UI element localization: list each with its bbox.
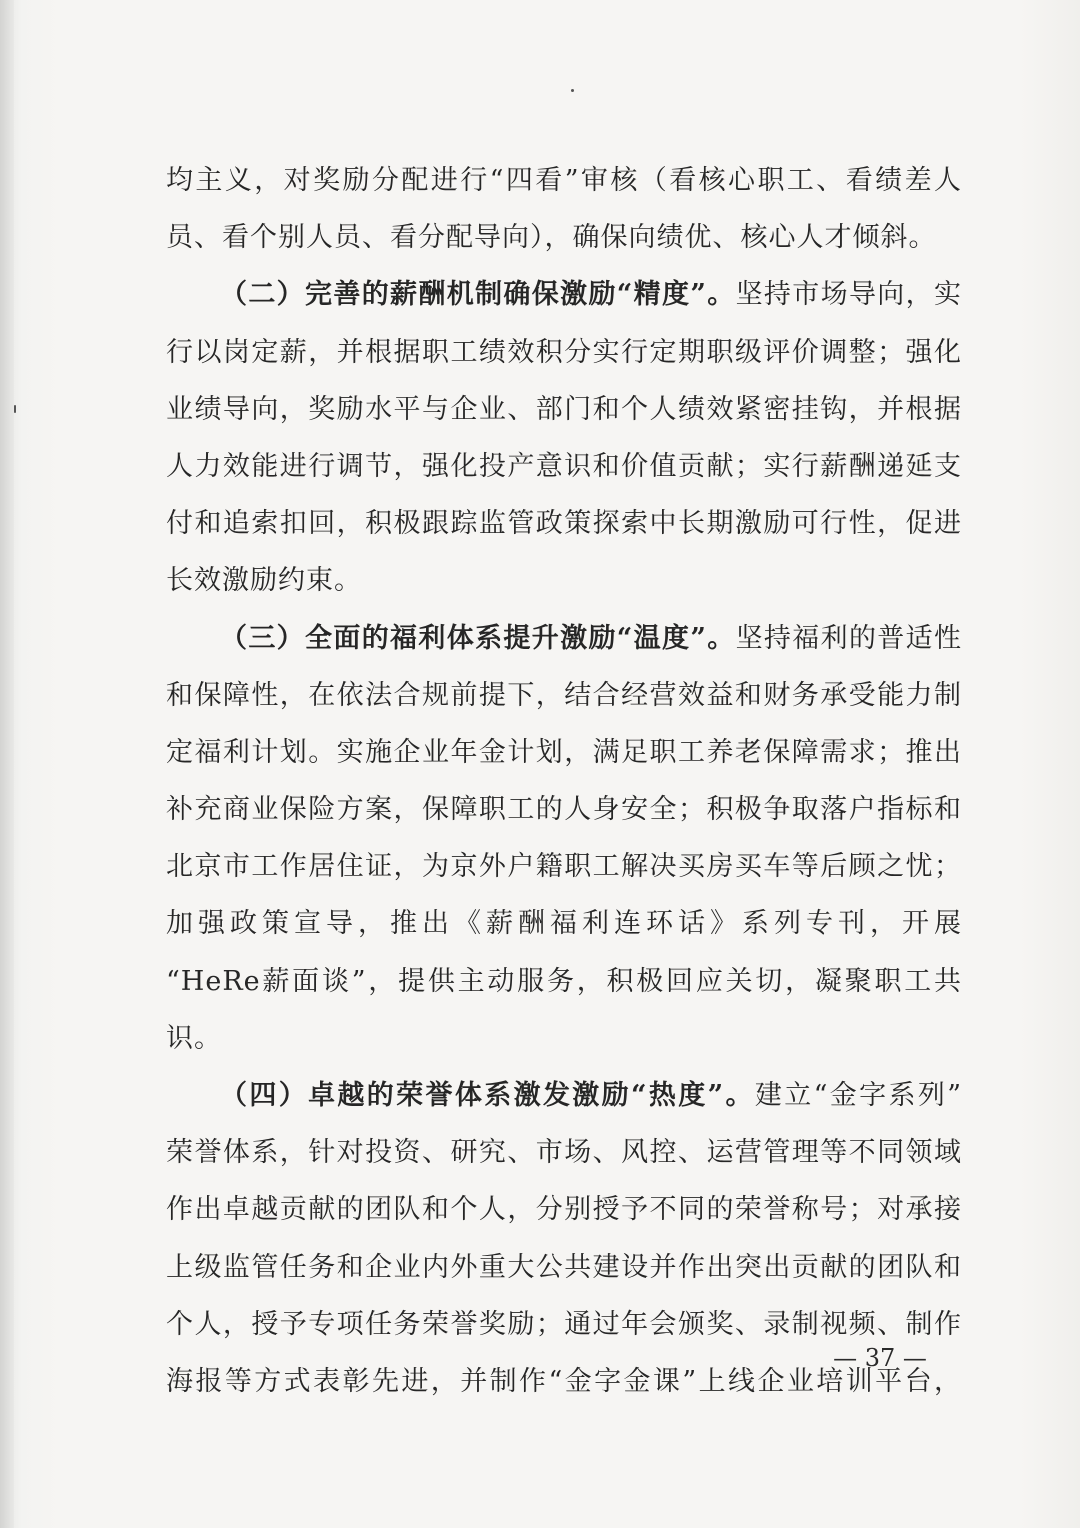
section-heading: （三）全面的福利体系提升激励“温度”。	[220, 622, 736, 654]
text-line: 业绩导向，奖励水平与企业、部门和个人绩效紧密挂钩，并根据	[166, 393, 962, 425]
section-heading-line	[166, 610, 962, 667]
section-heading: （四）卓越的荣誉体系激发激励“热度”。	[220, 1080, 755, 1111]
scan-speck	[14, 405, 16, 413]
section-heading-line	[166, 266, 962, 323]
heading-line-text: 坚持福利的普适性	[735, 622, 962, 654]
text-line: 长效激励约束。	[166, 565, 362, 597]
section-heading-line	[166, 1067, 962, 1124]
body-text	[166, 152, 962, 1410]
text-line: 均主义，对奖励分配进行“四看”审核（看核心职工、看绩差人	[166, 165, 962, 196]
text-line: 荣誉体系，针对投资、研究、市场、风控、运营管理等不同领域	[166, 1137, 962, 1169]
text-line: 补充商业保险方案，保障职工的人身安全；积极争取落户指标和	[166, 794, 962, 826]
text-line: 和保障性，在依法合规前提下，结合经营效益和财务承受能力制	[166, 679, 962, 711]
text-line: 员、看个别人员、看分配导向），确保向绩优、核心人才倾斜。	[166, 222, 937, 254]
page-number: — 37 —	[833, 1344, 927, 1372]
heading-line-text: 坚持市场导向，实	[735, 279, 962, 311]
text-line: 行以岗定薪，并根据职工绩效积分实行定期职级评价调整；强化	[166, 336, 962, 368]
text-line: 人力效能进行调节，强化投产意识和价值贡献；实行薪酬递延支	[166, 450, 962, 482]
text-line: 定福利计划。实施企业年金计划，满足职工养老保障需求；推出	[166, 736, 962, 768]
text-line: 上级监管任务和企业内外重大公共建设并作出突出贡献的团队和	[166, 1251, 962, 1283]
text-line: 付和追索扣回，积极跟踪监管政策探索中长期激励可行性，促进	[166, 508, 962, 540]
section-heading: （二）完善的薪酬机制确保激励“精度”。	[220, 279, 736, 311]
text-line: 海报等方式表彰先进，并制作“金字金课”上线企业培训平台，	[166, 1365, 962, 1397]
text-line: 识。	[166, 1022, 222, 1054]
text-line: 加强政策宣导，推出《薪酬福利连环话》系列专刊，开展	[166, 908, 962, 940]
text-line: “HeRe薪面谈”，提供主动服务，积极回应关切，凝聚职工共	[166, 965, 962, 997]
heading-line-text: 建立“金字系列”	[754, 1080, 962, 1111]
scan-edge	[0, 0, 14, 1528]
text-line: 作出卓越贡献的团队和个人，分别授予不同的荣誉称号；对承接	[166, 1194, 962, 1226]
text-line: 北京市工作居住证，为京外户籍职工解决买房买车等后顾之忧；	[166, 851, 962, 883]
scan-speck	[571, 89, 574, 92]
text-line: 个人，授予专项任务荣誉奖励；通过年会颁奖、录制视频、制作	[166, 1308, 962, 1340]
